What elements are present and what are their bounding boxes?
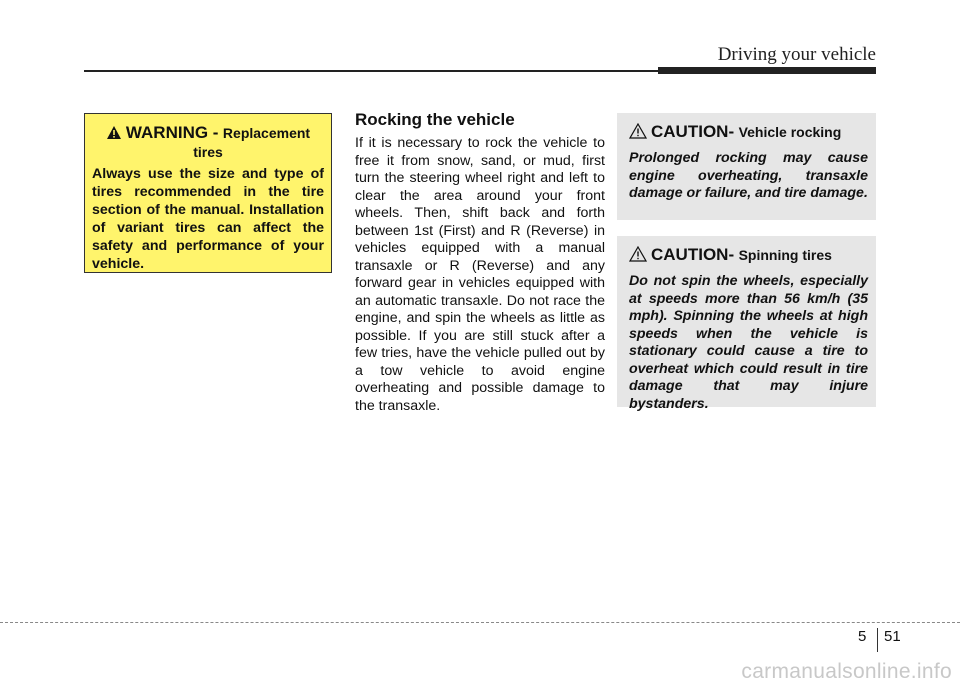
warning-box (84, 113, 332, 273)
header-title: Driving your vehicle (717, 44, 876, 65)
page-number-divider (877, 628, 878, 652)
page-number: 51 (884, 628, 901, 645)
caution-triangle-icon (629, 246, 647, 267)
caution-subject: Spinning tires (738, 247, 832, 263)
warning-subject-line1: Replacement (222, 125, 311, 141)
caution-heading (629, 246, 868, 267)
caution-subject: Vehicle rocking (738, 124, 842, 140)
warning-heading (92, 124, 324, 161)
watermark: carmanualsonline.info (741, 660, 952, 683)
caution-body: Do not spin the wheels, especially at speeds more than 56 km/h (35 mph). Spinning the wheels at high speeds when the vehicle is stationary could cause a tire to overheat which could result in tire damage that may injure bystanders. (629, 273, 868, 412)
warning-triangle-icon (106, 125, 122, 144)
warning-body: Always use the size and type of tires recommended in the tire section of the manual. Installation of variant tires can affect the safety and performance of your vehicle. (92, 166, 324, 272)
header-rule-thick (658, 67, 876, 74)
caution-box-spinning-tires (617, 236, 876, 412)
caution-label: CAUTION- (651, 245, 735, 264)
caution-heading (629, 123, 868, 144)
caution-label: CAUTION- (651, 122, 735, 141)
section-title: Rocking the vehicle (355, 110, 515, 129)
warning-subject-line2: tires (193, 144, 223, 160)
section-body: If it is necessary to rock the vehicle to free it from snow, sand, or mud, first turn the steering wheel right and left to clear the area around your front wheels. Then, shift back and forth between 1st (First) and R (Reverse) in vehicles equipped with a manual transaxle or R (Reverse) and any forward gear in vehicles equipped with an automatic transaxle. Do not race the engine, and spin the wheels as little as possible. If you are still stuck after a few tries, have the vehicle pulled out by a tow vehicle to avoid engine overheating and possible damage to the transaxle. (355, 135, 605, 414)
caution-body: Prolonged rocking may cause engine overheating, transaxle damage or failure, and tire damage. (629, 150, 868, 201)
caution-triangle-icon (629, 123, 647, 144)
footer-rule (0, 622, 960, 623)
warning-label: WARNING - (125, 123, 219, 142)
caution-box-vehicle-rocking (617, 113, 876, 220)
chapter-number: 5 (858, 628, 867, 645)
